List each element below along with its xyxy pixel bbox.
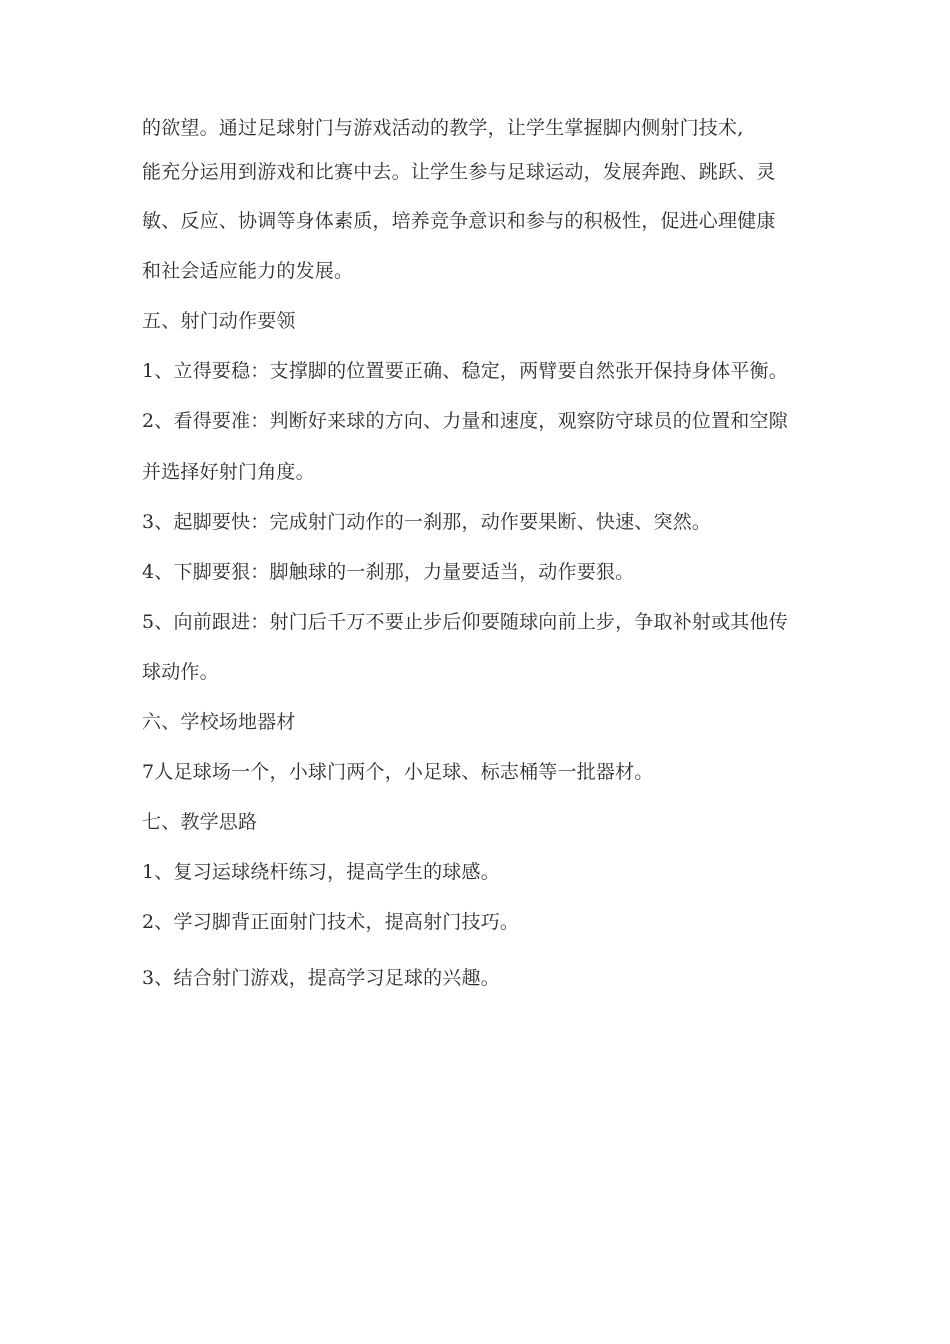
paragraph-line: 能充分运用到游戏和比赛中去。让学生参与足球运动，发展奔跑、跳跃、灵 — [142, 161, 776, 183]
section-heading: 七、教学思路 — [142, 811, 258, 833]
list-item: 2、看得要准：判断好来球的方向、力量和速度，观察防守球员的位置和空隙 — [142, 410, 788, 432]
list-item: 5、向前跟进：射门后千万不要止步后仰要随球向前上步，争取补射或其他传 — [142, 611, 788, 633]
list-item-continuation: 球动作。 — [142, 661, 219, 683]
section-heading: 五、射门动作要领 — [142, 310, 296, 332]
list-item: 3、结合射门游戏，提高学习足球的兴趣。 — [142, 967, 500, 989]
section-heading: 六、学校场地器材 — [142, 711, 296, 733]
paragraph-line: 的欲望。通过足球射门与游戏活动的教学，让学生掌握脚内侧射门技术, — [142, 117, 744, 139]
list-item: 2、学习脚背正面射门技术，提高射门技巧。 — [142, 911, 520, 933]
list-item: 1、复习运球绕杆练习，提高学生的球感。 — [142, 861, 500, 883]
list-item: 3、起脚要快：完成射门动作的一刹那，动作要果断、快速、突然。 — [142, 511, 712, 533]
list-item: 4、下脚要狠：脚触球的一刹那，力量要适当，动作要狠。 — [142, 561, 635, 583]
paragraph-line: 和社会适应能力的发展。 — [142, 260, 354, 282]
list-item: 1、立得要稳：支撑脚的位置要正确、稳定，两臂要自然张开保持身体平衡。 — [142, 360, 788, 382]
paragraph-line: 7人足球场一个，小球门两个，小足球、标志桶等一批器材。 — [142, 761, 654, 783]
list-item-continuation: 并选择好射门角度。 — [142, 461, 315, 483]
paragraph-line: 敏、反应、协调等身体素质，培养竞争意识和参与的积极性，促进心理健康 — [142, 210, 776, 232]
